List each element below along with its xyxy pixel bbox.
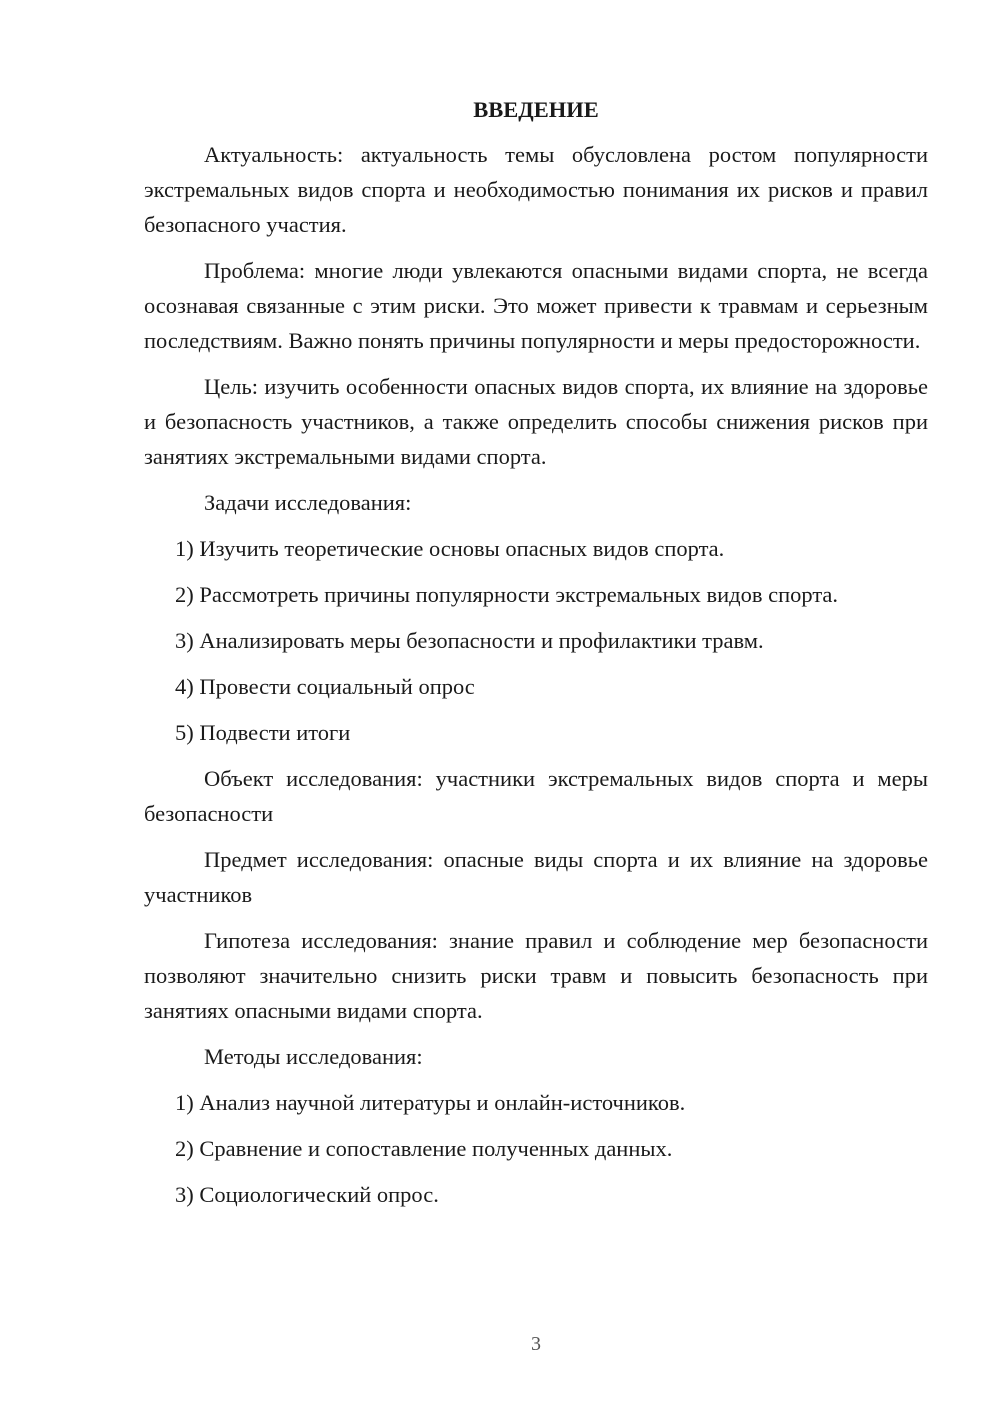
subject-paragraph: Предмет исследования: опасные виды спорта и их влияние на здоровье участников	[144, 847, 928, 907]
object-paragraph: Объект исследования: участники экстремальных видов спорта и меры безопасности	[144, 766, 928, 826]
goal-paragraph: Цель: изучить особенности опасных видов спорта, их влияние на здоровье и безопасность участников, а также определить способы снижения рисков при занятиях экстремальными видами спорта.	[144, 374, 928, 469]
document-page	[144, 92, 928, 1223]
task-item: 4) Провести социальный опрос	[175, 674, 475, 699]
method-item: 2) Сравнение и сопоставление полученных данных.	[175, 1136, 673, 1161]
relevance-paragraph: Актуальность: актуальность темы обусловлена ростом популярности экстремальных видов спорта и необходимостью понимания их рисков и правил безопасного участия.	[144, 142, 928, 237]
hypothesis-paragraph: Гипотеза исследования: знание правил и соблюдение мер безопасности позволяют значительно снизить риски травм и повысить безопасность при занятиях опасными видами спорта.	[144, 928, 928, 1023]
task-item: 1) Изучить теоретические основы опасных видов спорта.	[175, 536, 725, 561]
method-item: 1) Анализ научной литературы и онлайн-источников.	[175, 1090, 686, 1115]
method-item: 3) Социологический опрос.	[175, 1182, 439, 1207]
task-item: 3) Анализировать меры безопасности и профилактики травм.	[175, 628, 764, 653]
task-item: 2) Рассмотреть причины популярности экстремальных видов спорта.	[175, 582, 839, 607]
section-title: ВВЕДЕНИЕ	[473, 97, 599, 122]
page-number: 3	[531, 1333, 541, 1355]
tasks-heading: Задачи исследования:	[204, 490, 412, 515]
task-item: 5) Подвести итоги	[175, 720, 351, 745]
problem-paragraph: Проблема: многие люди увлекаются опасными видами спорта, не всегда осознавая связанные с этим риски. Это может привести к травмам и серьезным последствиям. Важно понять причины популярности и меры предосторожности.	[144, 258, 928, 353]
methods-heading: Методы исследования:	[204, 1044, 423, 1069]
